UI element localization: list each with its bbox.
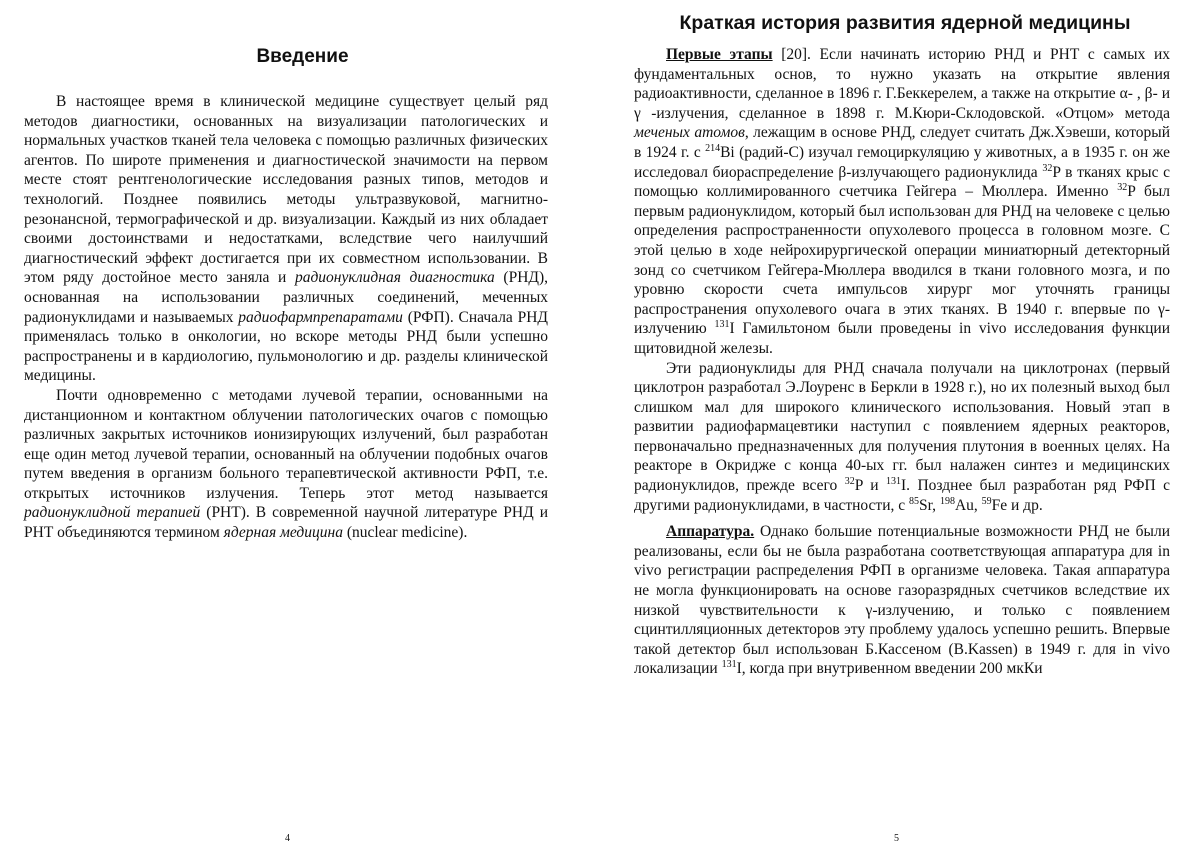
text-run: (nuclear medicine). xyxy=(342,524,468,542)
section-label-equipment: Аппаратура. xyxy=(666,523,755,541)
introduction-paragraph-1 xyxy=(24,92,548,386)
history-body xyxy=(634,45,1170,679)
introduction-paragraph-2 xyxy=(24,386,548,543)
isotope-superscript: 59 xyxy=(981,495,992,507)
italic-term: ядерная медицина xyxy=(223,524,343,542)
italic-term: радиофармпрепаратами xyxy=(238,308,403,326)
isotope-superscript: 131 xyxy=(721,659,737,671)
text-run: P в тканях крыс с помощью коллимированного счетчика Гейгера – Мюллера. Именно xyxy=(634,163,1170,201)
page-number-right: 5 xyxy=(894,833,899,844)
text-run: [20]. Если начинать историю РНД и РНТ с самых их фундаментальных основ, то нужно указать на открытие явления радиоактивности, сделанное в 1896 г. Г.Беккерелем, а также на открытие α- , β- и γ -излучения, сделанное в 1898 г. М.Кюри-Склодовской. «Отцом» метода xyxy=(634,46,1170,122)
italic-term: радионуклидная диагностика xyxy=(294,269,495,287)
right-page xyxy=(600,0,1200,853)
text-run: Почти одновременно с методами лучевой терапии, основанными на дистанционном и контактном облучении патологических очагов с помощью различных закрытых источников ионизирующих излучений, был разработан еще один метод лучевой терапии, основанный на облучении подобных очагов путем введения в организм больного терапевтической активности РФП, т.е. открытых источников излучения. Теперь этот метод называется xyxy=(24,386,548,502)
text-run: I, когда при внутривенном введении 200 мкКи xyxy=(736,660,1043,678)
text-run: Au, xyxy=(954,496,982,514)
introduction-body xyxy=(24,92,548,543)
text-run: , лежащим в основе РНД, следует считать Дж.Хэвеши, который в 1924 г. с xyxy=(634,124,1170,161)
text-run: Однако большие потенциальные возможности РНД не были реализованы, если бы не была разработана соответствующая аппаратура для in vivo регистрации распределения РФП в организме человека. Такая аппаратура не могла функционировать на основе газоразрядных счетчиков вследствие их низкой чувствительности к γ-излучению, и только с появлением сцинтилляционных детекторов эту проблему удалось успешно решить. Впервые такой детектор был использован Б.Кассеном (B.Kassen) в 1949 г. для in vivo локализации xyxy=(634,523,1170,678)
isotope-superscript: 32 xyxy=(1042,162,1053,174)
page-number-left: 4 xyxy=(285,833,290,844)
isotope-superscript: 85 xyxy=(909,495,920,507)
text-run: (РНД), основанная на использовании различных соединений, меченных радионуклидами и называемых xyxy=(24,269,548,326)
isotope-superscript: 131 xyxy=(714,319,730,331)
isotope-superscript: 131 xyxy=(885,475,901,487)
isotope-superscript: 198 xyxy=(939,495,955,507)
text-run: (РНТ). В современной научной литературе РНД и РНТ объединяются термином xyxy=(24,504,548,542)
text-run: I Гамильтоном были проведены in vivo исследования функции щитовидной железы. xyxy=(634,320,1170,357)
page-title-history: Краткая история развития ядерной медицины xyxy=(679,12,1131,34)
paragraph-cyclotrons xyxy=(634,359,1170,516)
italic-term: радионуклидной терапией xyxy=(24,504,201,522)
section-equipment xyxy=(634,522,1170,679)
text-run: В настоящее время в клинической медицине существует целый ряд методов диагностики, основанных на визуализации патологических и нормальных участков тканей тела человека с помощью различных физических агентов. По широте применения и диагностической значимости на первом месте стоят рентгенологические исследования разных типов, методов и технологий. Позднее появились методы ультразвуковой, магнитно-резонансной, термографической и др. визуализации. Каждый из них обладает своими достоинствами и недостатками, вследствие чего наилучший диагностический эффект достигается при их совместном использовании. В этом ряду достойное место заняла и xyxy=(24,93,548,287)
text-run: Sr, xyxy=(919,496,940,514)
section-first-stages xyxy=(634,45,1170,359)
isotope-superscript: 32 xyxy=(1117,182,1128,193)
isotope-superscript: 32 xyxy=(844,475,855,487)
page-title-introduction: Введение xyxy=(256,46,349,67)
isotope-superscript: 214 xyxy=(705,142,721,154)
text-run: Эти радионуклиды для РНД сначала получали на циклотронах (первый циклотрон разработал Э.Лоуренс в Беркли в 1928 г.), но их полезный выход был слишком мал для широкого клинического использования. Новый этап в развитии радиофармацевтики наступил с появлением ядерных реакторов, первоначально предназначенных для получения плутония в военных целях. На реакторе в Окридже с конца 40-ых гг. был налажен синтез и медицинских радионуклидов, прежде всего xyxy=(634,359,1170,495)
text-run: Fe и др. xyxy=(991,496,1043,514)
section-label-first-stages: Первые этапы xyxy=(666,46,773,63)
text-run: P и xyxy=(854,477,886,495)
text-run: (РФП). Сначала РНД применялась только в онкологии, но вскоре методы РНД были успешно распространены и в кардиологию, пульмонологию и др. разделы клинической медицины. xyxy=(24,308,548,385)
italic-term: меченых атомов xyxy=(634,124,745,142)
text-run: Bi (радий-С) изучал гемоциркуляцию у животных, а в 1935 г. он же исследовал биораспределение β-излучающего радионуклида xyxy=(634,143,1170,181)
text-run: P был первым радионуклидом, который был использован для РНД на человеке с целью определения распространенности опухолевого процесса в головном мозге. С этой целью в ходе нейрохирургической операции миниатюрный детекторный зонд со счетчиком Гейгера-Мюллера вводился в ткани головного мозга, и по уровню скорости счета импульсов хирург мог уточнять границы распространения опухолевого очага в этих тканях. В 1940 г. впервые по γ-излучению xyxy=(634,183,1170,338)
text-run: I. Позднее был разработан ряд РФП с другими радионуклидами, в частности, с xyxy=(634,477,1170,514)
